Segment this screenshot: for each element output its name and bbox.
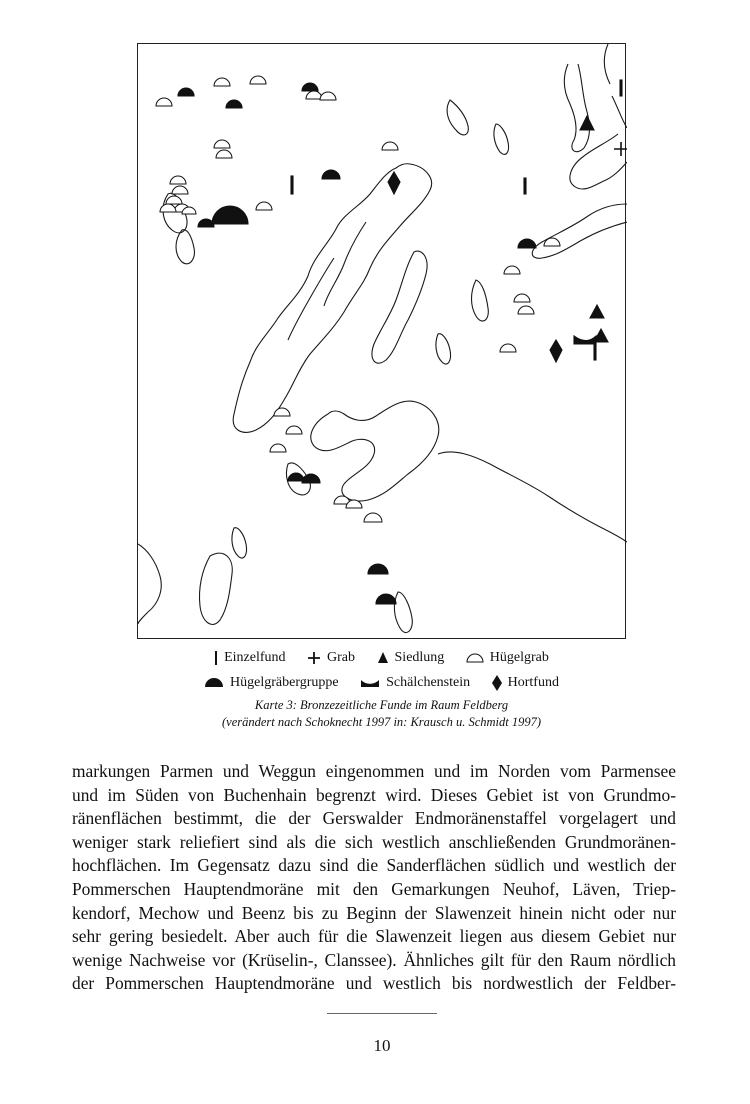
body-line: ränenflächen bestimmt, die der Gerswalder Endmoränenstaffel vorgelagert und [72,808,676,829]
lake-outline-east-upper [570,134,627,189]
legend-row-2 [137,675,626,691]
lake-inner-shoreline [288,222,366,340]
siedlung-symbol [590,305,604,318]
huegelgrab-symbol [320,92,336,100]
huegelgrab-symbol [214,140,230,148]
legend-item-einzelfund [214,650,285,666]
hortfund-diamond-icon [492,675,502,691]
huegelgraebergruppe-symbol [322,170,340,179]
einzelfund-symbol [524,178,526,194]
huegelgraebergruppe-symbol [288,473,304,481]
footer-divider [327,1013,437,1014]
legend-label: Hügelgrab [489,650,549,665]
hortfund-symbol [388,172,400,194]
huegelgrab-symbol [500,344,516,352]
huegelgrab-symbol [250,76,266,84]
huegelgrab-symbol [364,513,382,522]
lake-outline-south-west [199,553,232,624]
legend-label: Grab [327,650,356,665]
huegelgrab-symbol [286,426,302,434]
lake-outline-east-middle [532,204,627,258]
huegelgraebergruppe-filled-semicircle-icon [204,677,224,688]
huegelgraebergruppe-symbol [198,219,214,227]
huegelgrab-symbol [504,266,520,274]
huegelgraebergruppe-symbol [226,100,242,108]
huegelgrab-symbol [274,408,290,416]
huegelgrab-symbols [156,76,560,522]
huegelgraebergruppe-large-symbol [212,206,248,224]
islet-north-east [494,124,509,154]
shoreline-south-west-edge [138,544,161,624]
body-paragraph [72,760,676,996]
shoreline-south-east [438,452,627,542]
body-line: wenige Nachweise vor (Krüselin-, Clanssee). Ähnliches gilt für den Raum nördlich [72,949,676,970]
huegelgrab-symbol [170,176,186,184]
lake-outline-south-central [311,401,439,501]
legend-item-hortfund [492,675,559,691]
huegelgrab-symbol [166,196,182,204]
huegelgraebergruppe-symbol [302,83,318,91]
einzelfund-symbol [620,80,622,96]
legend-label: Hortfund [507,675,559,691]
lake-outline-center [372,251,427,363]
einzelfund-bar-icon [214,651,218,665]
huegelgrab-symbol [270,444,286,452]
islet-east-small [472,280,489,321]
islet-west-2 [176,230,194,264]
figure-caption-source: (verändert nach Schoknecht 1997 in: Krausch u. Schmidt 1997) [221,715,542,729]
islet-south-1 [232,528,247,558]
map-figure [137,43,626,639]
legend-row-1 [137,650,626,666]
huegelgrab-symbol [514,294,530,302]
body-line: hochflächen. Im Gegensatz dazu sind die Sanderflächen südlich und westlich der [72,855,676,876]
lake-outlines-map [138,44,627,640]
huegelgrab-symbol [518,306,534,314]
legend-item-huegelgrab [466,650,549,666]
huegelgrab-symbol [156,98,172,106]
huegelgrab-symbol [382,142,398,150]
legend-item-grab [307,650,355,666]
huegelgrab-symbol [216,150,232,158]
huegelgrab-symbol [172,186,188,194]
siedlung-symbol [580,116,594,130]
lake-outline-north-east [564,64,589,152]
body-line: weniger stark reliefiert sind als die sich westlich anschließenden Grundmoränen- [72,831,676,852]
schaelchenstein-symbol [574,336,596,344]
legend-label: Hügelgräbergruppe [230,675,339,691]
legend-item-schaelchenstein [360,675,470,691]
figure-caption-title: Karte 3: Bronzezeitliche Funde im Raum Feldberg [254,698,509,712]
legend-item-huegelgraebergruppe [204,675,339,691]
huegelgraebergruppe-symbol [368,564,388,574]
legend-label: Einzelfund [224,650,286,665]
grab-cross-icon [307,651,321,665]
huegelgrab-outline-semicircle-icon [466,653,484,663]
huegelgraebergruppe-symbol [178,88,194,96]
legend-label: Schälchenstein [386,675,471,691]
legend-item-siedlung [377,650,445,666]
islet-south-2 [394,592,412,633]
huegelgrab-symbol [256,202,272,210]
islet-center-east [436,334,451,364]
huegelgrab-symbol [160,204,176,212]
einzelfund-symbol [594,344,596,360]
islet-north [447,100,468,135]
legend-label: Siedlung [394,650,445,665]
huegelgrab-symbol [306,91,322,99]
einzelfund-symbol [291,176,293,194]
hortfund-symbol [550,340,562,362]
page-number: 10 [373,1036,391,1055]
body-line: markungen Parmen und Weggun eingenommen und im Norden vom Parmensee [72,761,676,781]
body-line: sehr gering besiedelt. Aber auch für die Slawenzeit liegen aus diesem Gebiet nur [72,926,676,947]
shoreline-north-east-edge [604,44,627,128]
huegelgraebergruppe-symbol [302,474,320,483]
schaelchenstein-icon [360,678,380,688]
huegelgrab-symbol [214,78,230,86]
grab-symbol [614,142,627,156]
body-line: kendorf, Mechow und Beenz bis zu Beginn der Slawenzeit hinein nicht oder nur [72,902,676,923]
body-line: und im Süden von Buchenhain begrenzt wird. Dieses Gebiet ist von Grundmo- [72,784,676,805]
map-symbols [178,80,627,604]
siedlung-triangle-icon [377,651,389,664]
huegelgraebergruppe-symbol [518,239,536,248]
body-line: der Pommerschen Hauptendmoräne und westlich bis nordwestlich der Feldber- [72,973,676,994]
body-line: Pommerschen Hauptendmoräne mit den Gemarkungen Neuhof, Läven, Triep- [72,878,676,899]
huegelgraebergruppe-symbol [376,594,396,604]
